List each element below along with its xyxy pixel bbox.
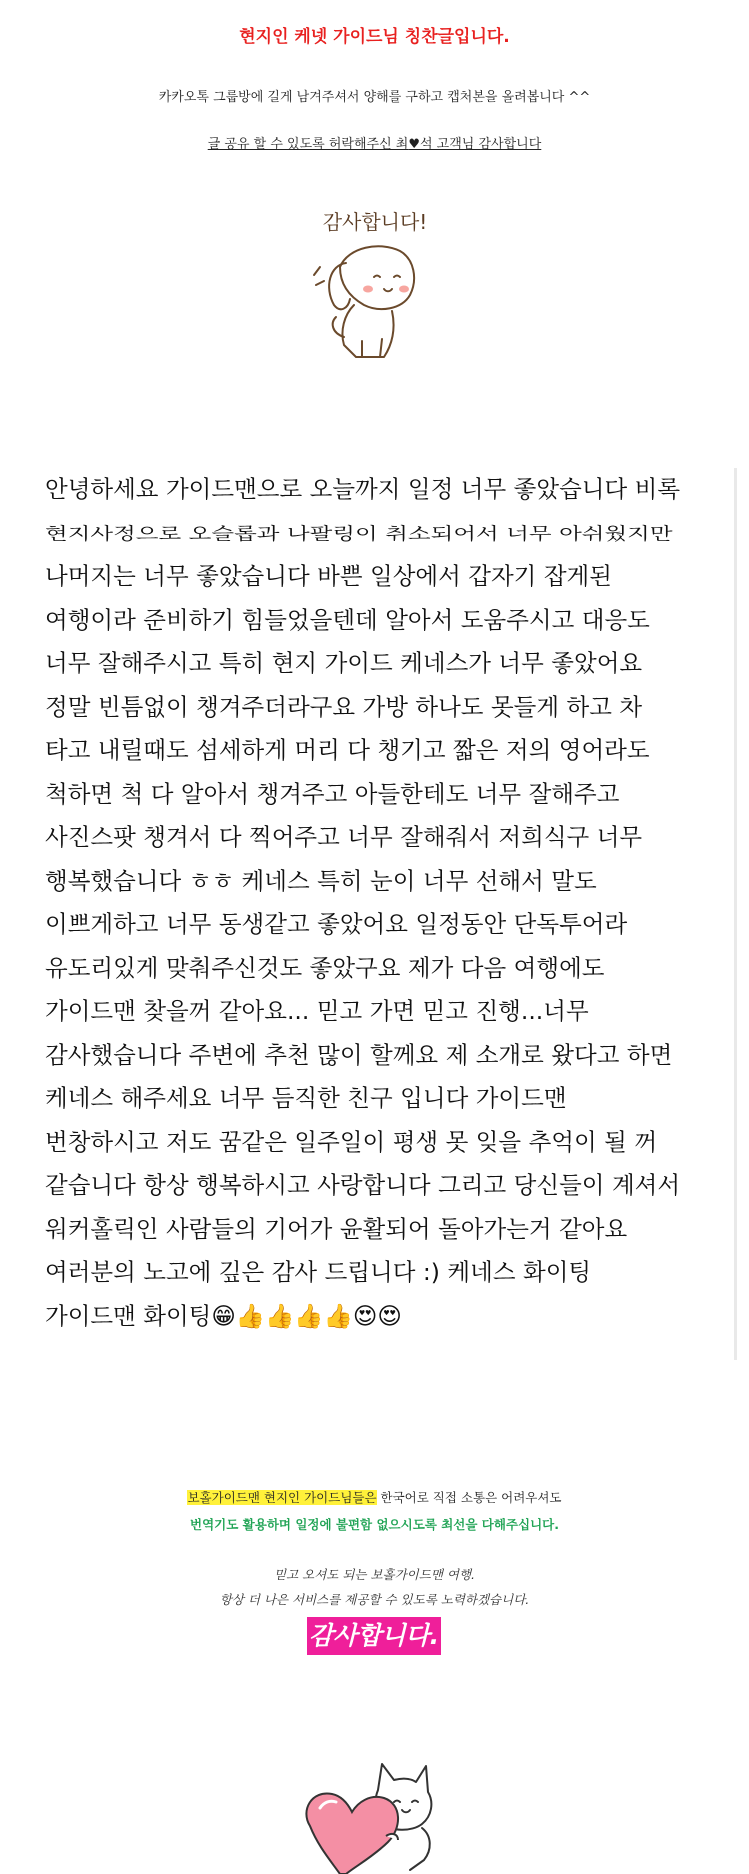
footer-line-4: 항상 더 나은 서비스를 제공할 수 있도록 노력하겠습니다. — [219, 1592, 530, 1607]
heart-icon: ♥ — [408, 137, 420, 152]
review-text — [45, 468, 710, 1338]
review-line: 정말 빈틈없이 챙겨주더라구요 가방 하나도 못들게 하고 차 — [45, 692, 643, 721]
consent-note — [0, 133, 749, 152]
footer-line-1 — [0, 1488, 749, 1506]
review-line: 같습니다 항상 행복하시고 사랑합니다 그리고 당신들이 계셔서 — [45, 1171, 681, 1199]
cat-hugging-heart-icon — [290, 1750, 450, 1874]
review-line: 유도리있게 맞춰주신것도 좋았구요 제가 다음 여행에도 — [45, 953, 605, 982]
review-line: 가이드맨 화이팅😁👍👍👍👍😍😍 — [45, 1301, 402, 1330]
review-line: 이쁘게하고 너무 동생같고 좋았어요 일정동안 단독투어라 — [45, 910, 628, 938]
consent-text-part1: 글 공유 할 수 있도록 허락해주신 최 — [207, 137, 409, 152]
review-line: 나머지는 너무 좋았습니다 바쁜 일상에서 갑자기 잡게된 — [45, 562, 612, 590]
review-line: 너무 잘해주시고 특히 현지 가이드 케네스가 너무 좋았어요 — [45, 649, 643, 677]
review-line: 척하면 척 다 알아서 챙겨주고 아들한테도 너무 잘해주고 — [45, 779, 620, 808]
review-line: 행복했습니다 ㅎㅎ 케네스 특히 눈이 너무 선해서 말도 — [45, 866, 597, 895]
review-line: 여러분의 노고에 깊은 감사 드립니다 :) 케네스 화이팅 — [45, 1258, 592, 1286]
footer-line-2: 번역기도 활용하며 일정에 불편함 없으시도록 최선을 다해주십니다. — [190, 1517, 559, 1532]
thanks-banner: 감사합니다. — [307, 1617, 441, 1655]
page-title: 현지인 케넷 가이드님 칭찬글입니다. — [239, 27, 510, 47]
review-line: 사진스팟 챙겨서 다 찍어주고 너무 잘해줘서 저희식구 너무 — [45, 823, 643, 851]
capture-note: 카카오톡 그룹방에 길게 남겨주셔서 양해를 구하고 캡처본을 올려봅니다 ^^ — [158, 90, 591, 105]
review-line: 여행이라 준비하기 힘들었을텐데 알아서 도움주시고 대응도 — [45, 605, 650, 634]
review-line: 번창하시고 저도 꿈같은 일주일이 평생 못 잊을 추억이 될 꺼 — [45, 1127, 658, 1156]
sticker-thanks-text: 감사합니다! — [322, 210, 428, 234]
review-line: 타고 내릴때도 섬세하게 머리 다 챙기고 짧은 저의 영어라도 — [45, 736, 650, 764]
footer-line-1-rest: 한국어로 직접 소통은 어려우셔도 — [376, 1490, 562, 1505]
review-line: 감사했습니다 주변에 추천 많이 할께요 제 소개로 왔다고 하면 — [45, 1040, 673, 1069]
review-line: 안녕하세요 가이드맨으로 오늘까지 일정 너무 좋았습니다 비록 — [45, 475, 681, 503]
review-line: 워커홀릭인 사람들의 기어가 윤활되어 돌아가는거 같아요 — [45, 1214, 628, 1243]
review-line: 케네스 해주세요 너무 듬직한 친구 입니다 가이드맨 — [45, 1084, 567, 1112]
footer-highlight: 보홀가이드맨 현지인 가이드님들은 — [187, 1490, 377, 1505]
review-section — [0, 468, 737, 1360]
review-line: 현지사정으로 오슬롭과 나팔링이 취소되어서 너무 아쉬웠지만 — [45, 523, 673, 544]
review-line: 가이드맨 찾을꺼 같아요... 믿고 가면 믿고 진행...너무 — [45, 997, 589, 1025]
bowing-dog-icon — [300, 205, 450, 365]
consent-text-part2: 석 고객님 감사합니다 — [419, 137, 542, 152]
footer-line-3: 믿고 오셔도 되는 보홀가이드맨 여행. — [274, 1567, 475, 1582]
